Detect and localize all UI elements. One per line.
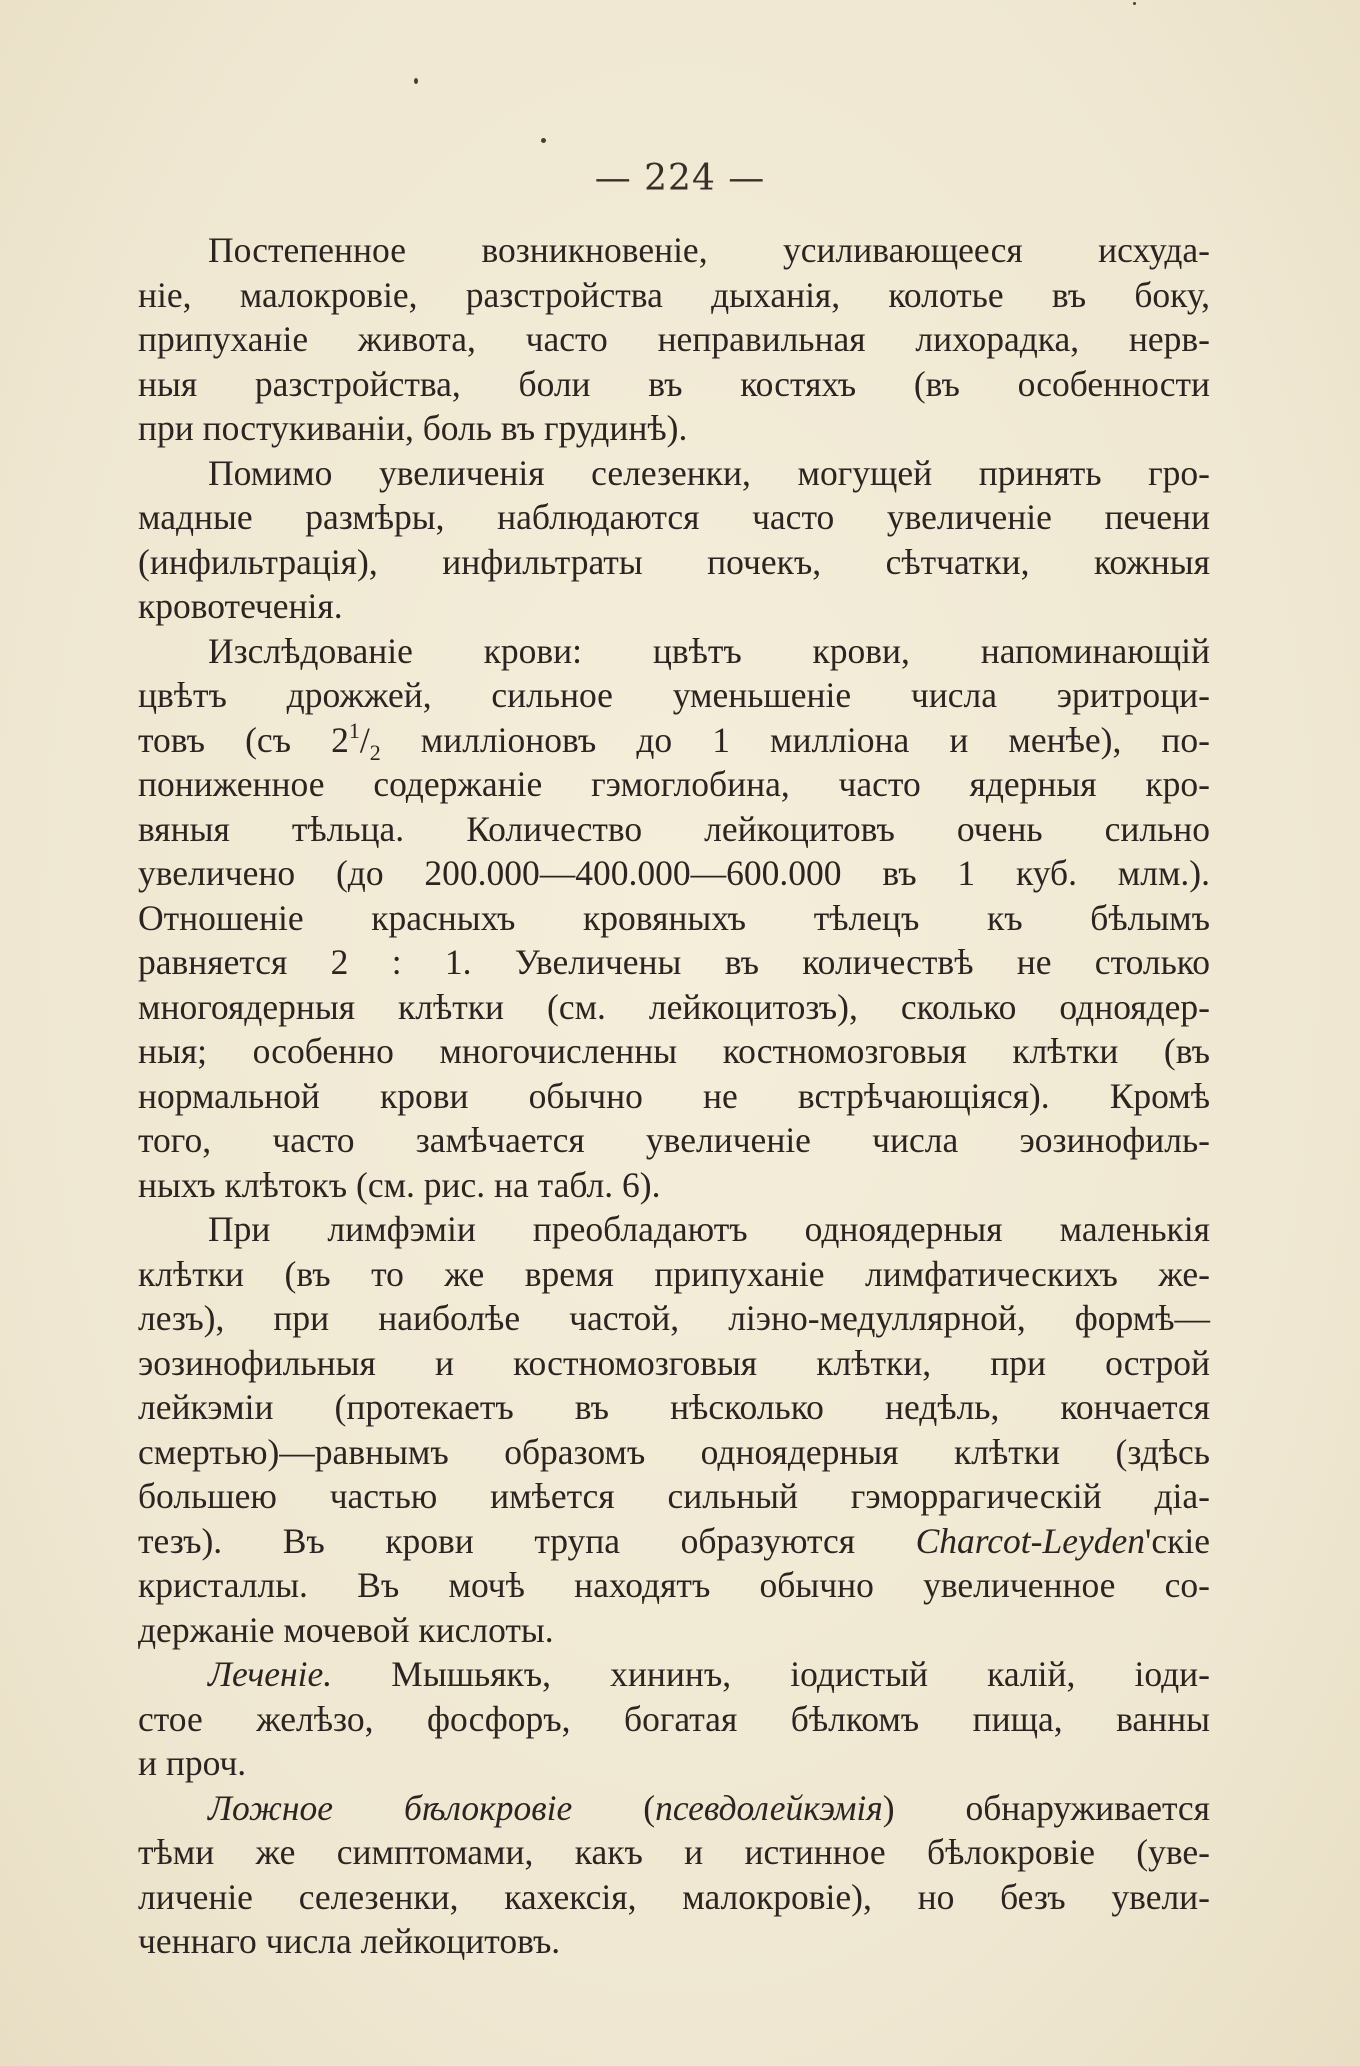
paragraph-4	[138, 1207, 1210, 1652]
text-fragment: Мышьякъ, хининъ, іодистый калій, іоди-	[332, 1654, 1210, 1694]
text-line: личеніе селезенки, кахексія, малокровіе), но безъ увели-	[138, 1876, 1210, 1917]
text-line: большею частью имѣется сильный гэморрагическій діа-	[138, 1476, 1210, 1516]
text-line: многоядерныя клѣтки (см. лейкоцитозъ), сколько одноядер-	[138, 986, 1210, 1027]
fraction-denominator: 2	[369, 739, 381, 765]
text-line: стое желѣзо, фосфоръ, богатая бѣлкомъ пища, ванны	[138, 1698, 1210, 1739]
text-line: При лимфэміи преобладаютъ одноядерныя маленькія	[208, 1209, 1210, 1249]
text-line-with-heading: Ложное бѣлокровіе (псевдолейкэмія) обнаруживается	[208, 1787, 1210, 1828]
text-line: Отношеніе красныхъ кровяныхъ тѣлецъ къ бѣлымъ	[138, 897, 1210, 938]
text-line: смертью)—равнымъ образомъ одноядерныя клѣтки (здѣсь	[138, 1431, 1210, 1472]
text-fragment: товъ (съ 2	[138, 719, 349, 760]
ink-speck	[414, 78, 418, 84]
text-line: тѣми же симптомами, какъ и истинное бѣлокровіе (уве-	[138, 1832, 1210, 1872]
text-line: держаніе мочевой кислоты.	[138, 1609, 554, 1650]
section-run-in-heading: Ложное бѣлокровіе	[208, 1787, 573, 1828]
text-line: лезъ), при наиболѣе частой, ліэно-медуллярной, формѣ—	[138, 1298, 1210, 1338]
text-line: при постукиваніи, боль въ грудинѣ).	[138, 408, 688, 448]
text-line: кристаллы. Въ мочѣ находятъ обычно увеличенное со-	[138, 1565, 1210, 1605]
text-line: вяныя тѣльца. Количество лейкоцитовъ очень сильно	[138, 808, 1210, 849]
italic-term: псевдолейкэмія	[655, 1787, 883, 1828]
text-line: цвѣтъ дрожжей, сильное уменьшеніе числа эритроци-	[138, 675, 1210, 715]
text-line: мадные размѣры, наблюдаются часто увеличеніе печени	[138, 497, 1210, 537]
text-line: пониженное содержаніе гэмоглобина, часто ядерныя кро-	[138, 764, 1210, 804]
text-line: эозинофильныя и костномозговыя клѣтки, при острой	[138, 1342, 1210, 1383]
text-line-with-name	[138, 1519, 1210, 1564]
text-line: припуханіе живота, часто неправильная лихорадка, нерв-	[138, 319, 1210, 359]
ink-speck	[1133, 2, 1136, 5]
text-line: и проч.	[138, 1743, 247, 1783]
text-line: (инфильтрація), инфильтраты почекъ, сѣтчатки, кожныя	[138, 541, 1210, 582]
fraction-numerator: 1	[348, 717, 360, 743]
text-line: ніе, малокровіе, разстройства дыханія, колотье въ боку,	[138, 274, 1210, 315]
section-run-in-heading: Леченіе.	[208, 1654, 333, 1694]
page-body	[138, 228, 1210, 1964]
text-line: кровотеченія.	[138, 586, 343, 626]
text-line: Постепенное возникновеніе, усиливающееся исхуда-	[208, 230, 1210, 270]
page-number: — 224 —	[594, 158, 766, 199]
paragraph-2	[138, 451, 1210, 629]
text-line: того, часто замѣчается увеличеніе числа эозинофиль-	[138, 1120, 1210, 1160]
text-line-with-heading	[138, 1652, 1210, 1697]
paragraph-1	[138, 228, 1210, 451]
text-fragment: 'скіе	[1144, 1520, 1210, 1561]
italic-name: Charcot-Leyden	[915, 1520, 1145, 1561]
fraction-slash: /	[359, 719, 370, 760]
text-fragment: тезъ). Въ крови трупа образуются	[138, 1520, 916, 1561]
text-fragment: милліоновъ до 1 милліона и менѣе), по-	[380, 719, 1210, 760]
text-line: увеличено (до 200.000—400.000—600.000 въ 1 куб. млм.).	[138, 853, 1210, 893]
text-fragment: обнаруживается	[894, 1787, 1210, 1828]
text-line: Изслѣдованіе крови: цвѣтъ крови, напоминающій	[208, 630, 1210, 671]
text-line: ныя; особенно многочисленны костномозговыя клѣтки (въ	[138, 1031, 1210, 1071]
ink-speck	[541, 138, 546, 143]
text-line: лейкэміи (протекаетъ въ нѣсколько недѣль, кончается	[138, 1387, 1210, 1427]
text-line-with-fraction	[138, 718, 1210, 763]
paragraph-pseudoleukemia	[138, 1786, 1210, 1964]
text-line: ныя разстройства, боли въ костяхъ (въ особенности	[138, 363, 1210, 404]
text-line: ныхъ клѣтокъ (см. рис. на табл. 6).	[138, 1164, 661, 1205]
text-line: равняется 2 : 1. Увеличены въ количествѣ не столько	[138, 942, 1210, 982]
text-line: ченнаго числа лейкоцитовъ.	[138, 1921, 561, 1961]
text-line: нормальной крови обычно не встрѣчающіяся). Кромѣ	[138, 1075, 1210, 1116]
paragraph-3	[138, 629, 1210, 1208]
paragraph-treatment	[138, 1652, 1210, 1786]
text-line: клѣтки (въ то же время припуханіе лимфатическихъ же-	[138, 1253, 1210, 1294]
text-line: Помимо увеличенія селезенки, могущей принять гро-	[208, 452, 1210, 493]
